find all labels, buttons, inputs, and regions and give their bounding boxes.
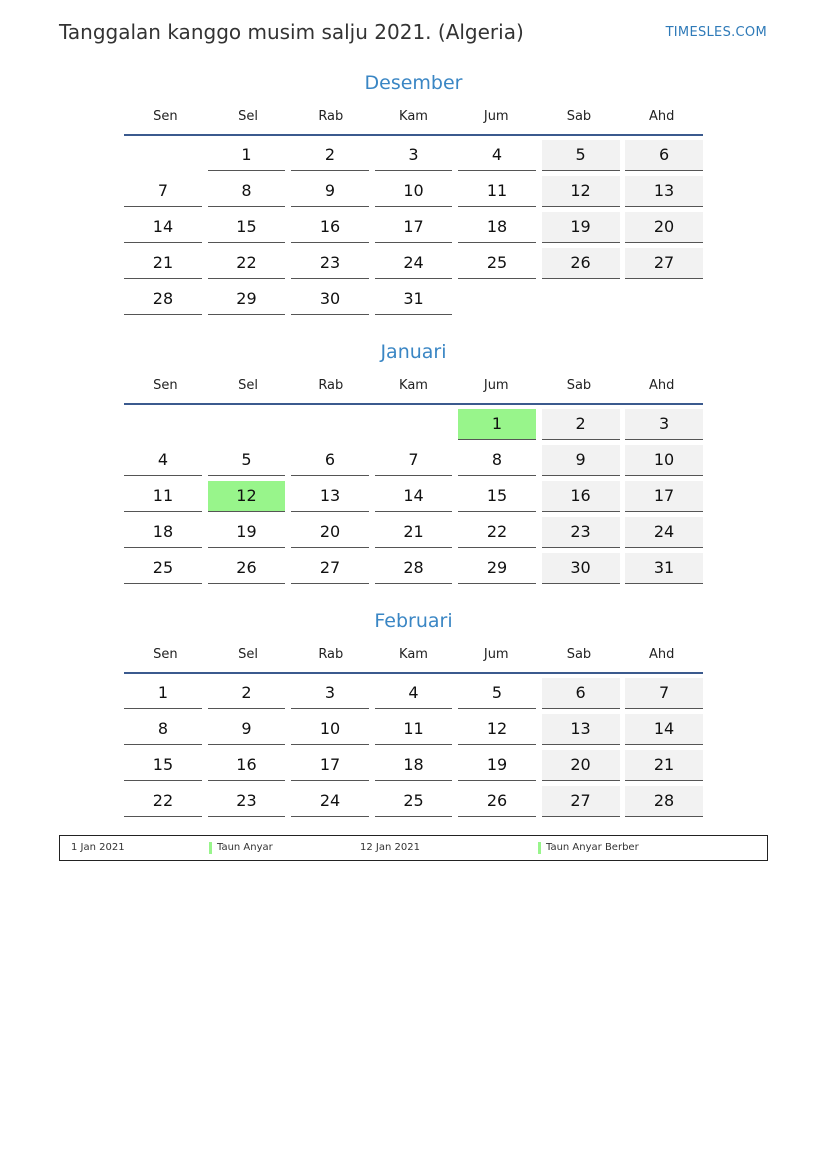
weekday-label: Sel bbox=[238, 647, 259, 662]
weekday-label: Jum bbox=[483, 647, 509, 662]
day-cell: 12 bbox=[542, 176, 620, 207]
day-cell: 26 bbox=[208, 553, 286, 584]
day-cell: 10 bbox=[291, 714, 369, 745]
day-cell: 21 bbox=[124, 248, 202, 279]
weekday-label: Kam bbox=[399, 378, 428, 393]
weekday-label: Jum bbox=[483, 378, 509, 393]
day-cell: 14 bbox=[625, 714, 703, 745]
day-cell: 3 bbox=[625, 409, 703, 440]
week-row bbox=[124, 786, 703, 822]
day-cell: 5 bbox=[542, 140, 620, 171]
week-row bbox=[124, 284, 703, 320]
weekday-label: Rab bbox=[318, 109, 344, 124]
brand-link[interactable]: TIMESLES.COM bbox=[665, 25, 767, 40]
week-row bbox=[124, 481, 703, 517]
page-title: Tanggalan kanggo musim salju 2021. (Algeria) bbox=[59, 20, 524, 44]
day-cell: 25 bbox=[458, 248, 536, 279]
week-row bbox=[124, 714, 703, 750]
day-cell: 22 bbox=[458, 517, 536, 548]
day-cell: 15 bbox=[124, 750, 202, 781]
month-februari bbox=[124, 607, 703, 822]
day-cell: 13 bbox=[625, 176, 703, 207]
day-cell: 13 bbox=[291, 481, 369, 512]
week-row bbox=[124, 176, 703, 212]
day-cell: 28 bbox=[375, 553, 453, 584]
day-cell: 18 bbox=[124, 517, 202, 548]
day-cell: 8 bbox=[458, 445, 536, 476]
empty-day-cell bbox=[625, 284, 703, 315]
week-row bbox=[124, 445, 703, 481]
day-cell: 21 bbox=[375, 517, 453, 548]
day-cell: 7 bbox=[375, 445, 453, 476]
day-cell: 24 bbox=[291, 786, 369, 817]
day-cell: 30 bbox=[291, 284, 369, 315]
day-cell: 8 bbox=[124, 714, 202, 745]
day-cell: 30 bbox=[542, 553, 620, 584]
day-cell: 25 bbox=[375, 786, 453, 817]
empty-day-cell bbox=[458, 284, 536, 315]
weekday-label: Rab bbox=[318, 647, 344, 662]
day-cell: 24 bbox=[375, 248, 453, 279]
week-row bbox=[124, 678, 703, 714]
empty-day-cell bbox=[542, 284, 620, 315]
weekday-label: Sel bbox=[238, 109, 259, 124]
day-cell: 4 bbox=[124, 445, 202, 476]
weekday-label: Ahd bbox=[648, 378, 675, 393]
legend-holiday-name: Taun Anyar Berber bbox=[546, 842, 639, 853]
day-cell: 27 bbox=[291, 553, 369, 584]
month-title: Februari bbox=[374, 610, 453, 632]
day-cell: 28 bbox=[625, 786, 703, 817]
day-cell: 13 bbox=[542, 714, 620, 745]
day-cell: 18 bbox=[375, 750, 453, 781]
day-cell: 19 bbox=[458, 750, 536, 781]
weekday-label: Sen bbox=[153, 109, 178, 124]
day-cell: 4 bbox=[375, 678, 453, 709]
empty-day-cell bbox=[124, 409, 202, 440]
day-cell: 9 bbox=[542, 445, 620, 476]
week-row bbox=[124, 553, 703, 589]
day-cell: 16 bbox=[542, 481, 620, 512]
day-cell: 5 bbox=[208, 445, 286, 476]
day-cell: 21 bbox=[625, 750, 703, 781]
day-cell: 23 bbox=[291, 248, 369, 279]
weekday-label: Kam bbox=[399, 647, 428, 662]
day-cell: 23 bbox=[542, 517, 620, 548]
day-cell: 11 bbox=[124, 481, 202, 512]
day-cell: 17 bbox=[291, 750, 369, 781]
week-row bbox=[124, 212, 703, 248]
legend-holiday-name: Taun Anyar bbox=[217, 842, 273, 853]
day-cell: 9 bbox=[208, 714, 286, 745]
day-cell: 6 bbox=[542, 678, 620, 709]
empty-day-cell bbox=[291, 409, 369, 440]
day-cell: 7 bbox=[124, 176, 202, 207]
day-cell: 19 bbox=[208, 517, 286, 548]
month-desember bbox=[124, 69, 703, 320]
legend-date: 12 Jan 2021 bbox=[360, 842, 420, 853]
day-cell: 29 bbox=[458, 553, 536, 584]
day-cell: 3 bbox=[375, 140, 453, 171]
weekday-label: Sen bbox=[153, 378, 178, 393]
day-cell: 2 bbox=[208, 678, 286, 709]
weekday-label: Sel bbox=[238, 378, 259, 393]
weekday-label: Sab bbox=[566, 647, 592, 662]
weekday-label: Rab bbox=[318, 378, 344, 393]
weekday-label: Jum bbox=[483, 109, 509, 124]
day-cell: 14 bbox=[124, 212, 202, 243]
empty-day-cell bbox=[375, 409, 453, 440]
day-cell: 12 bbox=[458, 714, 536, 745]
day-cell: 20 bbox=[291, 517, 369, 548]
day-cell: 19 bbox=[542, 212, 620, 243]
day-cell: 10 bbox=[625, 445, 703, 476]
day-cell: 5 bbox=[458, 678, 536, 709]
day-cell: 2 bbox=[542, 409, 620, 440]
month-title: Desember bbox=[364, 72, 463, 94]
weekday-header-row bbox=[124, 374, 703, 405]
weekday-label: Ahd bbox=[648, 647, 675, 662]
weekday-label: Sen bbox=[153, 647, 178, 662]
day-cell: 1 bbox=[124, 678, 202, 709]
day-cell: 7 bbox=[625, 678, 703, 709]
day-cell: 31 bbox=[375, 284, 453, 315]
day-cell: 20 bbox=[542, 750, 620, 781]
day-cell: 20 bbox=[625, 212, 703, 243]
day-cell: 31 bbox=[625, 553, 703, 584]
day-cell: 15 bbox=[458, 481, 536, 512]
day-cell: 24 bbox=[625, 517, 703, 548]
weekday-header-row bbox=[124, 643, 703, 674]
holiday-color-marker bbox=[209, 842, 212, 854]
day-cell: 18 bbox=[458, 212, 536, 243]
day-cell: 6 bbox=[625, 140, 703, 171]
day-cell: 9 bbox=[291, 176, 369, 207]
legend-date: 1 Jan 2021 bbox=[71, 842, 125, 853]
weekday-label: Ahd bbox=[648, 109, 675, 124]
day-cell: 22 bbox=[208, 248, 286, 279]
day-cell: 23 bbox=[208, 786, 286, 817]
month-title: Januari bbox=[380, 341, 447, 363]
holiday-color-marker bbox=[538, 842, 541, 854]
day-cell: 1 bbox=[208, 140, 286, 171]
day-cell: 26 bbox=[542, 248, 620, 279]
day-cell: 17 bbox=[375, 212, 453, 243]
weekday-label: Sab bbox=[566, 109, 592, 124]
day-cell: 26 bbox=[458, 786, 536, 817]
day-cell: 6 bbox=[291, 445, 369, 476]
week-row bbox=[124, 517, 703, 553]
day-cell: 3 bbox=[291, 678, 369, 709]
day-cell: 2 bbox=[291, 140, 369, 171]
day-cell: 22 bbox=[124, 786, 202, 817]
day-cell: 11 bbox=[375, 714, 453, 745]
empty-day-cell bbox=[208, 409, 286, 440]
day-cell: 27 bbox=[625, 248, 703, 279]
week-row bbox=[124, 248, 703, 284]
empty-day-cell bbox=[124, 140, 202, 171]
week-row bbox=[124, 409, 703, 445]
day-cell: 28 bbox=[124, 284, 202, 315]
week-row bbox=[124, 750, 703, 786]
day-cell: 17 bbox=[625, 481, 703, 512]
month-januari bbox=[124, 338, 703, 589]
day-cell: 14 bbox=[375, 481, 453, 512]
weekday-label: Kam bbox=[399, 109, 428, 124]
day-cell: 27 bbox=[542, 786, 620, 817]
day-cell: 11 bbox=[458, 176, 536, 207]
holiday-day-cell: 12 bbox=[208, 481, 286, 512]
day-cell: 16 bbox=[291, 212, 369, 243]
day-cell: 10 bbox=[375, 176, 453, 207]
day-cell: 25 bbox=[124, 553, 202, 584]
day-cell: 16 bbox=[208, 750, 286, 781]
weekday-label: Sab bbox=[566, 378, 592, 393]
weekday-header-row bbox=[124, 105, 703, 136]
day-cell: 15 bbox=[208, 212, 286, 243]
day-cell: 8 bbox=[208, 176, 286, 207]
holiday-legend bbox=[59, 835, 768, 861]
day-cell: 29 bbox=[208, 284, 286, 315]
week-row bbox=[124, 140, 703, 176]
day-cell: 4 bbox=[458, 140, 536, 171]
holiday-day-cell: 1 bbox=[458, 409, 536, 440]
